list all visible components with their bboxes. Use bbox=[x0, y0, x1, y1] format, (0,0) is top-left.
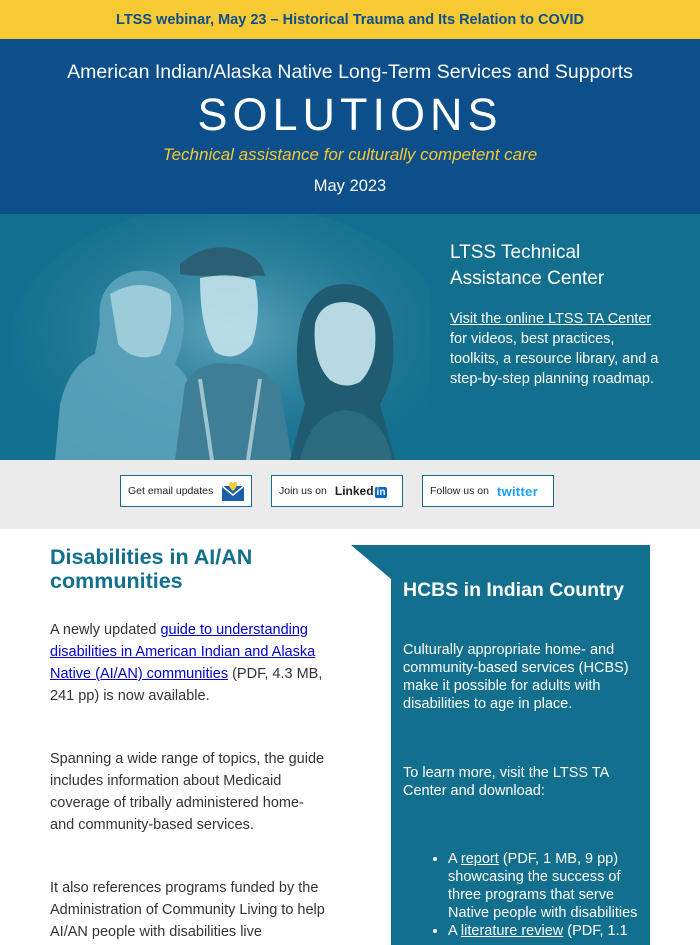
list-item-tail: (PDF, 1 MB, 9 pp) showcasing the success of three programs that serve Native people with disabilities bbox=[448, 851, 638, 921]
ta-center-link[interactable]: Visit the online LTSS TA Center bbox=[450, 311, 652, 327]
ta-center-heading: LTSS Technical Assistance Center bbox=[450, 242, 605, 289]
header-kicker: American Indian/Alaska Native Long-Term Services and Supports bbox=[67, 61, 633, 83]
article-paragraph-3: It also references programs funded by the Administration of Community Living to help AI/AN people with disabilities live bbox=[50, 880, 325, 940]
report-link[interactable]: report bbox=[460, 851, 499, 867]
social-bar bbox=[0, 460, 700, 529]
list-item-tail: (PDF, 1.1 bbox=[563, 923, 628, 939]
callout-resource-list bbox=[403, 850, 638, 940]
linkedin-logo bbox=[335, 484, 388, 498]
ta-center-body: for videos, best practices, toolkits, a resource library, and a step-by-step planning roadmap. bbox=[450, 331, 659, 387]
twitter-prefix: Follow us on bbox=[430, 485, 489, 497]
header-tagline: Technical assistance for culturally competent care bbox=[162, 145, 538, 164]
email-updates-button[interactable] bbox=[120, 475, 252, 507]
literature-review-link[interactable]: literature review bbox=[460, 923, 564, 939]
ta-center-description bbox=[450, 309, 660, 389]
list-item-lead: A bbox=[448, 923, 461, 939]
article-paragraph-1 bbox=[50, 619, 330, 707]
linkedin-prefix: Join us on bbox=[279, 485, 327, 497]
callout-title: HCBS in Indian Country bbox=[403, 579, 624, 601]
ta-center-promo bbox=[450, 240, 660, 389]
twitter-logo: twitter bbox=[496, 483, 539, 499]
elders-portrait-image bbox=[0, 214, 430, 460]
linkedin-button[interactable] bbox=[271, 475, 403, 507]
article-paragraph-2: Spanning a wide range of topics, the guide includes information about Medicaid coverage of tribally administered home- and community-based services. bbox=[50, 751, 325, 833]
callout-paragraph-1: Culturally appropriate home- and community-based services (HCBS) make it possible for adults with disabilities to age in place. bbox=[403, 642, 629, 712]
hcbs-callout bbox=[391, 545, 650, 945]
linkedin-logo-word: Linked bbox=[334, 484, 374, 498]
twitter-button[interactable] bbox=[422, 475, 554, 507]
newsletter-title: SOLUTIONS bbox=[197, 89, 503, 140]
article-p1-tail: (PDF, 4.3 MB, 241 pp) is now available. bbox=[50, 666, 323, 704]
webinar-banner[interactable] bbox=[0, 0, 700, 39]
article-column bbox=[50, 545, 330, 940]
linkedin-logo-box: in bbox=[376, 487, 386, 498]
hero-section bbox=[0, 214, 700, 460]
list-item bbox=[448, 922, 638, 940]
webinar-banner-text[interactable]: LTSS webinar, May 23 – Historical Trauma and Its Relation to COVID bbox=[116, 11, 584, 28]
list-item-lead: A bbox=[448, 851, 461, 867]
list-item bbox=[448, 850, 638, 922]
disabilities-guide-link[interactable]: guide to understanding disabilities in American Indian and Alaska Native (AI/AN) communities bbox=[50, 622, 316, 682]
article-p1-lead: A newly updated bbox=[50, 622, 161, 638]
callout-corner-tab bbox=[351, 545, 391, 579]
email-updates-label: Get email updates bbox=[128, 485, 214, 497]
callout-paragraph-2: To learn more, visit the LTSS TA Center and download: bbox=[403, 765, 609, 799]
article-title: Disabilities in AI/AN communities bbox=[50, 545, 253, 593]
envelope-heart-icon bbox=[221, 480, 245, 502]
newsletter-header bbox=[0, 39, 700, 214]
issue-date: May 2023 bbox=[313, 177, 387, 195]
